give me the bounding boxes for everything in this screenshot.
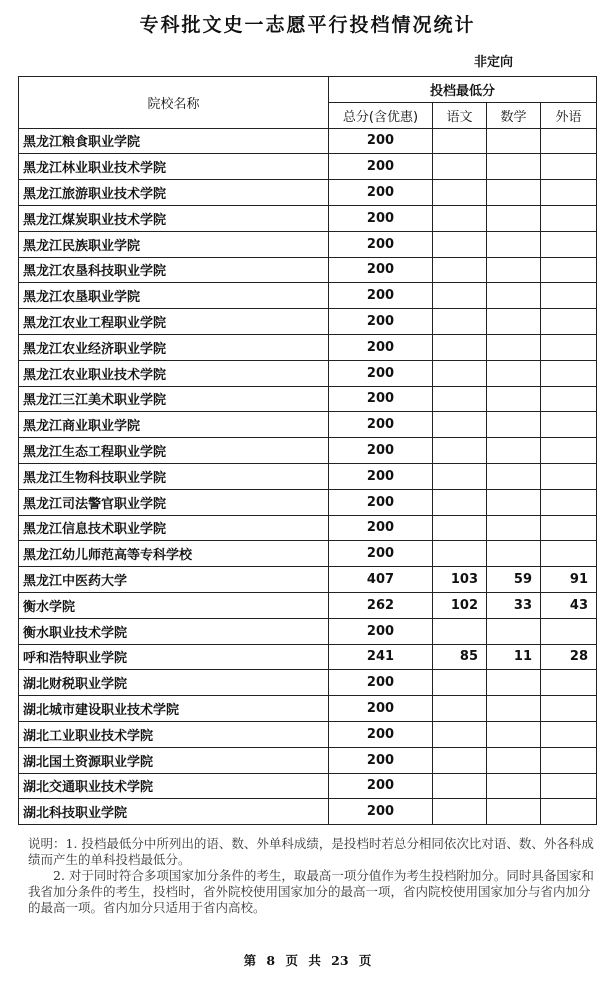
school-name-cell: 湖北交通职业技术学院 bbox=[19, 773, 329, 799]
math-score-cell bbox=[487, 670, 541, 696]
chinese-header: 语文 bbox=[433, 102, 487, 128]
foreign-score-cell bbox=[541, 154, 597, 180]
foreign-score-cell bbox=[541, 773, 597, 799]
school-name-cell: 黑龙江民族职业学院 bbox=[19, 231, 329, 257]
math-score-cell bbox=[487, 438, 541, 464]
table-row bbox=[19, 618, 597, 644]
min-score-header: 投档最低分 bbox=[329, 77, 597, 103]
total-score-cell: 200 bbox=[329, 231, 433, 257]
table-row bbox=[19, 670, 597, 696]
math-score-cell bbox=[487, 412, 541, 438]
total-score-cell: 407 bbox=[329, 567, 433, 593]
chinese-score-cell: 102 bbox=[433, 592, 487, 618]
math-score-cell bbox=[487, 205, 541, 231]
school-name-cell: 黑龙江信息技术职业学院 bbox=[19, 515, 329, 541]
foreign-score-cell bbox=[541, 721, 597, 747]
math-score-cell bbox=[487, 747, 541, 773]
table-row bbox=[19, 334, 597, 360]
table-row bbox=[19, 696, 597, 722]
chinese-score-cell bbox=[433, 670, 487, 696]
foreign-score-cell: 28 bbox=[541, 644, 597, 670]
total-score-cell: 262 bbox=[329, 592, 433, 618]
table-row bbox=[19, 283, 597, 309]
math-score-cell bbox=[487, 721, 541, 747]
school-name-cell: 黑龙江商业职业学院 bbox=[19, 412, 329, 438]
foreign-language-header: 外语 bbox=[541, 102, 597, 128]
school-name-cell: 黑龙江旅游职业技术学院 bbox=[19, 180, 329, 206]
table-row bbox=[19, 180, 597, 206]
foreign-score-cell bbox=[541, 463, 597, 489]
total-score-cell: 200 bbox=[329, 205, 433, 231]
chinese-score-cell bbox=[433, 515, 487, 541]
school-name-cell: 湖北国土资源职业学院 bbox=[19, 747, 329, 773]
table-row bbox=[19, 773, 597, 799]
chinese-score-cell bbox=[433, 541, 487, 567]
total-score-cell: 200 bbox=[329, 128, 433, 154]
table-row bbox=[19, 463, 597, 489]
total-score-cell: 200 bbox=[329, 386, 433, 412]
chinese-score-cell bbox=[433, 257, 487, 283]
chinese-score-cell bbox=[433, 154, 487, 180]
table-row bbox=[19, 644, 597, 670]
total-score-cell: 200 bbox=[329, 180, 433, 206]
chinese-score-cell bbox=[433, 360, 487, 386]
total-score-cell: 200 bbox=[329, 773, 433, 799]
foreign-score-cell: 43 bbox=[541, 592, 597, 618]
school-name-cell: 黑龙江粮食职业学院 bbox=[19, 128, 329, 154]
school-name-cell: 黑龙江生态工程职业学院 bbox=[19, 438, 329, 464]
foreign-score-cell bbox=[541, 515, 597, 541]
school-name-cell: 湖北科技职业学院 bbox=[19, 799, 329, 825]
foreign-score-cell bbox=[541, 231, 597, 257]
total-score-cell: 200 bbox=[329, 309, 433, 335]
foreign-score-cell bbox=[541, 541, 597, 567]
total-score-cell: 200 bbox=[329, 618, 433, 644]
table-row bbox=[19, 205, 597, 231]
table-row bbox=[19, 592, 597, 618]
total-score-cell: 200 bbox=[329, 747, 433, 773]
admission-score-table bbox=[18, 76, 597, 825]
foreign-score-cell bbox=[541, 386, 597, 412]
chinese-score-cell bbox=[433, 773, 487, 799]
foreign-score-cell bbox=[541, 412, 597, 438]
total-score-cell: 200 bbox=[329, 515, 433, 541]
chinese-score-cell bbox=[433, 205, 487, 231]
math-score-cell bbox=[487, 128, 541, 154]
table-row bbox=[19, 360, 597, 386]
page-footer: 第 8 页 共 23 页 bbox=[243, 953, 372, 968]
total-score-cell: 200 bbox=[329, 438, 433, 464]
chinese-score-cell bbox=[433, 231, 487, 257]
table-row bbox=[19, 257, 597, 283]
math-score-cell: 33 bbox=[487, 592, 541, 618]
total-score-cell: 200 bbox=[329, 541, 433, 567]
math-score-cell bbox=[487, 154, 541, 180]
school-name-cell: 黑龙江幼儿师范高等专科学校 bbox=[19, 541, 329, 567]
math-score-cell: 11 bbox=[487, 644, 541, 670]
chinese-score-cell bbox=[433, 386, 487, 412]
total-score-cell: 200 bbox=[329, 696, 433, 722]
foreign-score-cell bbox=[541, 128, 597, 154]
table-row bbox=[19, 541, 597, 567]
school-name-cell: 黑龙江司法警官职业学院 bbox=[19, 489, 329, 515]
notes bbox=[28, 836, 598, 916]
total-score-cell: 200 bbox=[329, 334, 433, 360]
total-score-header: 总分(含优惠) bbox=[329, 102, 433, 128]
chinese-score-cell bbox=[433, 412, 487, 438]
chinese-score-cell bbox=[433, 799, 487, 825]
foreign-score-cell bbox=[541, 696, 597, 722]
total-score-cell: 200 bbox=[329, 257, 433, 283]
total-score-cell: 200 bbox=[329, 670, 433, 696]
table-row bbox=[19, 128, 597, 154]
school-name-cell: 黑龙江农业经济职业学院 bbox=[19, 334, 329, 360]
table-row bbox=[19, 438, 597, 464]
school-name-cell: 湖北工业职业技术学院 bbox=[19, 721, 329, 747]
math-score-cell bbox=[487, 696, 541, 722]
math-score-cell bbox=[487, 773, 541, 799]
school-name-cell: 黑龙江农垦职业学院 bbox=[19, 283, 329, 309]
school-name-header: 院校名称 bbox=[19, 77, 329, 129]
school-name-cell: 黑龙江生物科技职业学院 bbox=[19, 463, 329, 489]
total-score-cell: 200 bbox=[329, 360, 433, 386]
table-row bbox=[19, 515, 597, 541]
table-row bbox=[19, 721, 597, 747]
math-score-cell bbox=[487, 515, 541, 541]
foreign-score-cell bbox=[541, 799, 597, 825]
foreign-score-cell bbox=[541, 747, 597, 773]
math-score-cell bbox=[487, 360, 541, 386]
math-header: 数学 bbox=[487, 102, 541, 128]
chinese-score-cell bbox=[433, 438, 487, 464]
school-name-cell: 呼和浩特职业学院 bbox=[19, 644, 329, 670]
table-row bbox=[19, 154, 597, 180]
total-score-cell: 200 bbox=[329, 412, 433, 438]
math-score-cell bbox=[487, 799, 541, 825]
chinese-score-cell bbox=[433, 334, 487, 360]
total-score-cell: 200 bbox=[329, 721, 433, 747]
chinese-score-cell: 103 bbox=[433, 567, 487, 593]
school-name-cell: 湖北城市建设职业技术学院 bbox=[19, 696, 329, 722]
table-row bbox=[19, 567, 597, 593]
chinese-score-cell: 85 bbox=[433, 644, 487, 670]
note-1: 说明：1. 投档最低分中所列出的语、数、外单科成绩，是投档时若总分相同依次比对语、数、外各科成绩而产生的单科投档最低分。 bbox=[28, 836, 594, 867]
school-name-cell: 黑龙江三江美术职业学院 bbox=[19, 386, 329, 412]
table-row bbox=[19, 386, 597, 412]
school-name-cell: 黑龙江农垦科技职业学院 bbox=[19, 257, 329, 283]
math-score-cell bbox=[487, 463, 541, 489]
school-name-cell: 黑龙江农业工程职业学院 bbox=[19, 309, 329, 335]
total-score-cell: 241 bbox=[329, 644, 433, 670]
school-name-cell: 黑龙江煤炭职业技术学院 bbox=[19, 205, 329, 231]
foreign-score-cell: 91 bbox=[541, 567, 597, 593]
table-row bbox=[19, 412, 597, 438]
table-body bbox=[19, 128, 597, 825]
foreign-score-cell bbox=[541, 489, 597, 515]
chinese-score-cell bbox=[433, 747, 487, 773]
foreign-score-cell bbox=[541, 670, 597, 696]
chinese-score-cell bbox=[433, 696, 487, 722]
math-score-cell bbox=[487, 257, 541, 283]
table-row bbox=[19, 309, 597, 335]
table-row bbox=[19, 231, 597, 257]
math-score-cell bbox=[487, 386, 541, 412]
table-row bbox=[19, 747, 597, 773]
chinese-score-cell bbox=[433, 128, 487, 154]
note-2: 2. 对于同时符合多项国家加分条件的考生，取最高一项分值作为考生投档附加分。同时具备国家和我省加分条件的考生，投档时，省外院校使用国家加分的最高一项，省内院校使用国家加分与省内加分的最高一项。省内加分只适用于省内高校。 bbox=[28, 868, 594, 915]
math-score-cell bbox=[487, 541, 541, 567]
school-name-cell: 黑龙江农业职业技术学院 bbox=[19, 360, 329, 386]
school-name-cell: 湖北财税职业学院 bbox=[19, 670, 329, 696]
chinese-score-cell bbox=[433, 618, 487, 644]
math-score-cell: 59 bbox=[487, 567, 541, 593]
foreign-score-cell bbox=[541, 618, 597, 644]
chinese-score-cell bbox=[433, 489, 487, 515]
math-score-cell bbox=[487, 283, 541, 309]
document-subtitle: 非定向 bbox=[474, 55, 514, 70]
math-score-cell bbox=[487, 334, 541, 360]
school-name-cell: 衡水职业技术学院 bbox=[19, 618, 329, 644]
math-score-cell bbox=[487, 231, 541, 257]
school-name-cell: 黑龙江中医药大学 bbox=[19, 567, 329, 593]
math-score-cell bbox=[487, 489, 541, 515]
total-score-cell: 200 bbox=[329, 489, 433, 515]
total-score-cell: 200 bbox=[329, 154, 433, 180]
math-score-cell bbox=[487, 309, 541, 335]
total-score-cell: 200 bbox=[329, 463, 433, 489]
table-row bbox=[19, 489, 597, 515]
school-name-cell: 衡水学院 bbox=[19, 592, 329, 618]
table-row bbox=[19, 799, 597, 825]
chinese-score-cell bbox=[433, 283, 487, 309]
chinese-score-cell bbox=[433, 721, 487, 747]
chinese-score-cell bbox=[433, 309, 487, 335]
foreign-score-cell bbox=[541, 180, 597, 206]
foreign-score-cell bbox=[541, 309, 597, 335]
foreign-score-cell bbox=[541, 360, 597, 386]
foreign-score-cell bbox=[541, 257, 597, 283]
document-title: 专科批文史一志愿平行投档情况统计 bbox=[139, 14, 476, 36]
foreign-score-cell bbox=[541, 205, 597, 231]
math-score-cell bbox=[487, 180, 541, 206]
foreign-score-cell bbox=[541, 438, 597, 464]
total-score-cell: 200 bbox=[329, 283, 433, 309]
total-score-cell: 200 bbox=[329, 799, 433, 825]
school-name-cell: 黑龙江林业职业技术学院 bbox=[19, 154, 329, 180]
foreign-score-cell bbox=[541, 334, 597, 360]
math-score-cell bbox=[487, 618, 541, 644]
chinese-score-cell bbox=[433, 180, 487, 206]
foreign-score-cell bbox=[541, 283, 597, 309]
chinese-score-cell bbox=[433, 463, 487, 489]
